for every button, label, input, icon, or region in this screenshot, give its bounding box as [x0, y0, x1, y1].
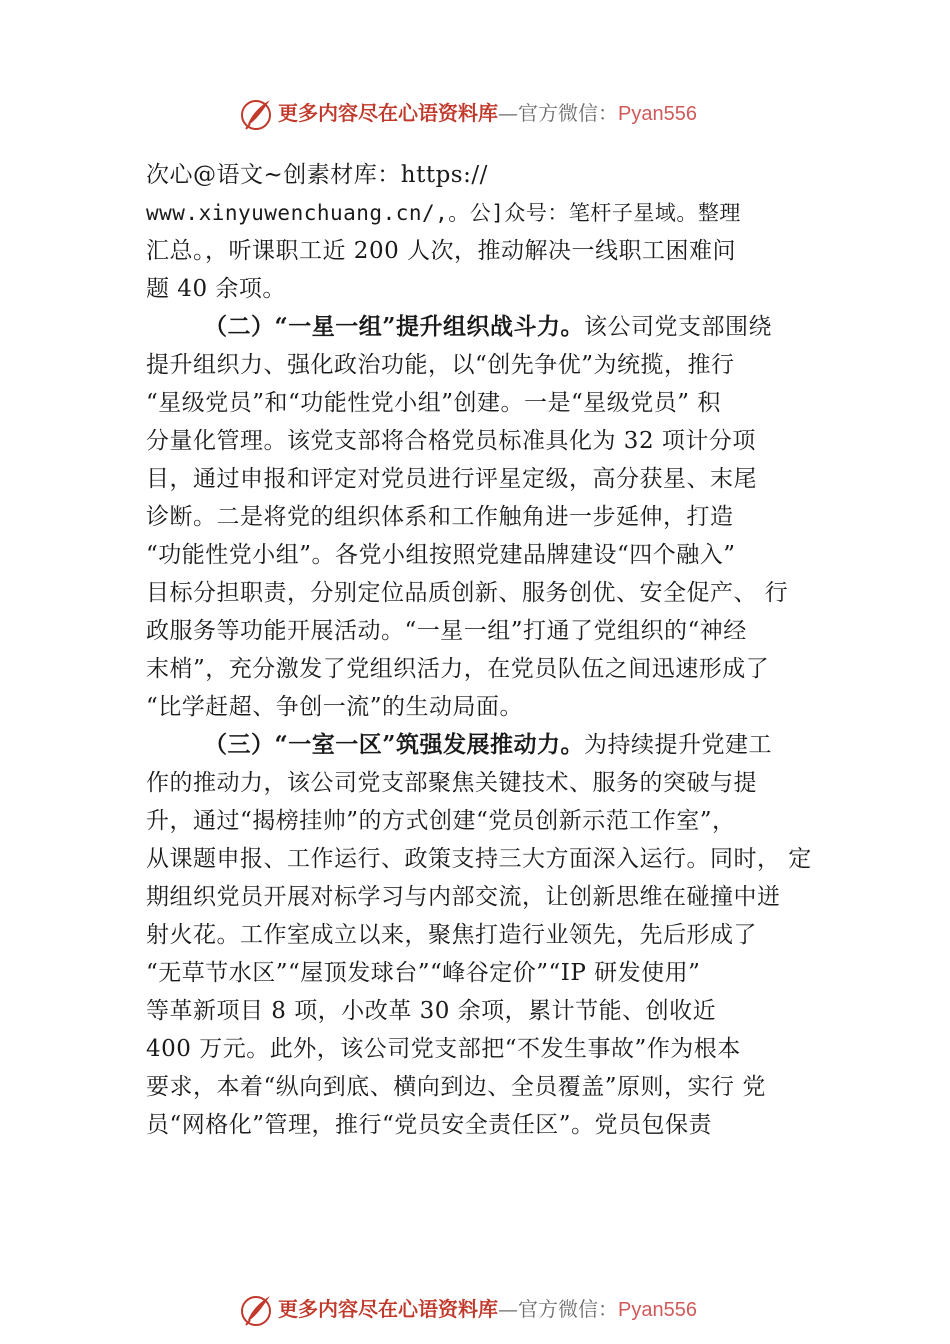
- section-heading: （三）“一室一区”筑强发展推动力。: [204, 731, 584, 758]
- text-line: www.xinyuwenchuang.cn/,。公]众号：笔杆子星域。整理: [146, 201, 741, 225]
- paragraph-1: [146, 156, 816, 308]
- text-line: 从课题申报、工作运行、政策支持三大方面深入运行。同时， 定: [146, 846, 812, 872]
- text-line: “无草节水区”“屋顶发球台”“峰谷定价”“IP 研发使用”: [146, 960, 701, 986]
- text-line: 次心@语文~创素材库：https://: [146, 162, 488, 188]
- paragraph-first-line: [146, 726, 816, 764]
- banner-handle: Pyan556: [618, 103, 697, 125]
- text-run: 为持续提升党建工: [583, 732, 772, 758]
- text-line: 期组织党员开展对标学习与内部交流，让创新思维在碰撞中迸: [146, 884, 781, 910]
- feather-pen-logo-icon: [238, 96, 274, 132]
- banner-text: [278, 1296, 697, 1323]
- text-line: 诊断。二是将党的组织体系和工作触角进一步延伸，打造: [146, 504, 734, 530]
- text-line: 400 万元。此外，该公司党支部把“不发生事故”作为根本: [146, 1036, 741, 1062]
- document-body: [146, 156, 816, 1144]
- text-line: 射火花。工作室成立以来，聚焦打造行业领先，先后形成了: [146, 922, 757, 948]
- banner-label: 官方微信：: [518, 1297, 618, 1321]
- paragraph-first-line: [146, 308, 816, 346]
- banner-dash: —: [498, 101, 518, 125]
- text-line: 汇总。，听课职工近 200 人次，推动解决一线职工困难问: [146, 238, 737, 264]
- text-line: 作的推动力，该公司党支部聚焦关键技术、服务的突破与提: [146, 770, 757, 796]
- text-line: 等革新项目 8 项，小改革 30 余项，累计节能、创收近: [146, 998, 717, 1024]
- text-line: 题 40 余项。: [146, 276, 286, 302]
- banner-dash: —: [498, 1297, 518, 1321]
- text-line: “比学赶超、争创一流”的生动局面。: [146, 694, 524, 720]
- text-line: 末梢”，充分激发了党组织活力，在党员队伍之间迅速形成了: [146, 656, 770, 682]
- paragraph-3: [146, 726, 816, 1144]
- banner-label: 官方微信：: [518, 101, 618, 125]
- banner-text: [278, 100, 697, 127]
- paragraph-2: [146, 308, 816, 726]
- banner-red-text: 更多内容尽在心语资料库: [278, 1297, 498, 1321]
- text-line: “功能性党小组”。各党小组按照党建品牌建设“四个融入”: [146, 542, 736, 568]
- text-line: 政服务等功能开展活动。“一星一组”打通了党组织的“神经: [146, 618, 747, 644]
- header-watermark-banner: [0, 94, 950, 134]
- text-line: “星级党员”和“功能性党小组”创建。一是“星级党员” 积: [146, 390, 721, 416]
- text-line: 分量化管理。该党支部将合格党员标准具化为 32 项计分项: [146, 428, 756, 454]
- text-run: 该公司党支部围绕: [583, 314, 772, 340]
- banner-handle: Pyan556: [618, 1299, 697, 1321]
- text-line: 提升组织力、强化政治功能，以“创先争优”为统揽，推行: [146, 352, 735, 378]
- text-line: 要求，本着“纵向到底、横向到边、全员覆盖”原则，实行 党: [146, 1074, 766, 1100]
- text-line: 目标分担职责，分别定位品质创新、服务创优、安全促产、 行: [146, 580, 789, 606]
- text-line: 升，通过“揭榜挂帅”的方式创建“党员创新示范工作室”，: [146, 808, 736, 834]
- text-line: 员“网格化”管理，推行“党员安全责任区”。党员包保责: [146, 1112, 713, 1138]
- banner-red-text: 更多内容尽在心语资料库: [278, 101, 498, 125]
- footer-watermark-banner: [0, 1290, 950, 1330]
- section-heading: （二）“一星一组”提升组织战斗力。: [204, 313, 584, 340]
- feather-pen-logo-icon: [238, 1292, 274, 1328]
- text-line: 目，通过申报和评定对党员进行评星定级，高分获星、末尾: [146, 466, 757, 492]
